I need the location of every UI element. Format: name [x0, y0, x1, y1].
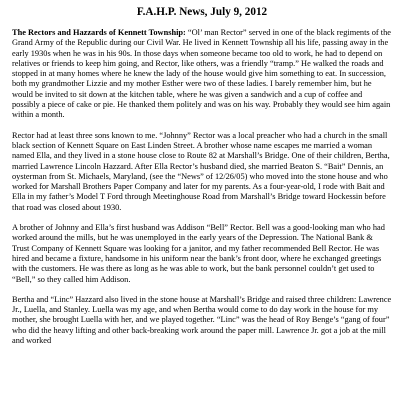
- paragraph-2: Rector had at least three sons known to me. “Johnny” Rector was a local preacher who had a church in the small black section of Kennett Square on East Linden Street. A brother whose name escapes me married a woman named Ella, and they lived in a stone house close to Route 82 at Marshall’s Bridge. One of their children, Bertha, married Lawrence Lincoln Hazzard. After Ella Rector’s husband died, she married Beaton S. “Bait” Dennis, an oysterman from St. Michaels, Maryland, (see the “News” of 12/26/05) who moved into the stone house and who worked for Marshall Brothers Paper Company and later for my parents. As a four-year-old, I rode with Bait and Ella in my father’s Model T Ford through Meetinghouse Road from Marshall’s Bridge toward Hockessin before that road was closed about 1930.: [12, 130, 390, 212]
- paragraph-1: [12, 28, 392, 121]
- paragraph-1-text: “Ol’ man Rector” served in one of the black regiments of the Grand Army of the Republic during our Civil War. He lived in Kennett Township all his life, passing away in the early 1930s when he was in his 90s. In those days when someone became too old to work, he had to depend on relatives or friends to keep him going, and Rector, like others, was a friendly “tramp.” He walked the roads and stopped in at many homes where he knew the lady of the house would give him something to eat. In succession, both my grandmother Lizzie and my mother Esther were two of these ladies. I barely remember him, but he would be invited to sit down at the kitchen table, where he was given a sandwich and a cup of coffee and possibly a piece of cake or pie. He thanked them politely and was on his way. Probably they would see him again within a month.: [12, 28, 391, 120]
- document-title: F.A.H.P. News, July 9, 2012: [136, 6, 268, 18]
- section-heading: The Rectors and Hazzards of Kennett Township:: [12, 28, 186, 37]
- paragraph-3: A brother of Johnny and Ella’s first husband was Addison “Bell” Rector. Bell was a good-looking man who had worked around the mills, but he was unemployed in the early years of the Depression. The National Bank & Trust Company of Kennett Square was looking for a janitor, and my father recommended Bell Rector. He was hired and became a fixture, handsome in his uniform near the bank’s front door, where he exchanged greetings with the customers. He was there as long as he was able to work, but the bank personnel couldn’t get used to “Bell,” so they called him Addison.: [12, 223, 385, 284]
- paragraph-4: Bertha and “Linc” Hazzard also lived in the stone house at Marshall’s Bridge and raised three children: Lawrence Jr., Luella, and Stanley. Luella was my age, and when Bertha would come to do day work in the house for my mother, she brought Luella with her, and we played together. “Linc” was the head of Roy Benge’s “gang of four” who did the heavy lifting and other back-breaking work around the paper mill. Lawrence Jr. got a job at the mill and worked: [12, 294, 392, 346]
